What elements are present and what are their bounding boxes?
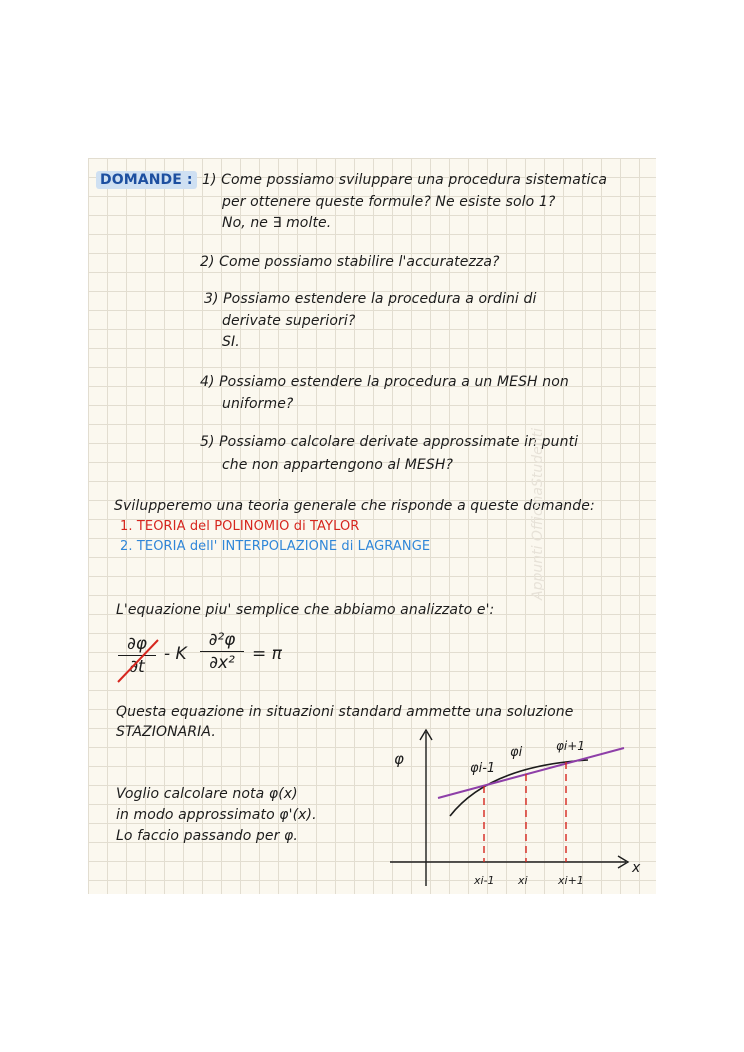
question-1-answer: No, ne ∃ molte. (222, 215, 332, 231)
point-label-phi-i-plus-1: φi+1 (556, 739, 585, 753)
question-3-line-2: derivate superiori? (222, 313, 356, 329)
dphi-numerator: ∂φ (126, 634, 147, 654)
cancel-strike (114, 632, 164, 686)
theory-intro: Svilupperemo una teoria generale che risponde a queste domande: (114, 498, 595, 514)
question-3-answer: SI. (222, 334, 240, 350)
minus-k: - K (164, 644, 187, 664)
question-1-line-2: per ottenere queste formule? Ne esiste solo 1? (222, 194, 556, 210)
theory-item-lagrange: 2. TEORIA dell' INTERPOLAZIONE di LAGRANGE (120, 539, 431, 554)
secant-line (438, 748, 624, 798)
y-axis-label: φ (394, 750, 404, 768)
x-axis-label: x (632, 860, 641, 876)
stationary-line-1: Questa equazione in situazioni standard ammette una soluzione (116, 704, 574, 720)
note-line-2: in modo approssimato φ'(x). (116, 807, 317, 823)
stationary-line-2: STAZIONARIA. (116, 724, 216, 740)
interpolation-graph (380, 726, 650, 896)
dx2-denominator: ∂x² (209, 653, 235, 673)
note-line-3: Lo faccio passando per φ. (116, 828, 298, 844)
d2phi-dx2-fraction (196, 630, 248, 673)
theory-item-taylor: 1. TEORIA del POLINOMIO di TAYLOR (120, 519, 360, 534)
tick-label-x-i: xi (518, 874, 528, 887)
tick-label-x-i-minus-1: xi-1 (474, 874, 495, 887)
note-line-1: Voglio calcolare nota φ(x) (116, 786, 298, 802)
tick-label-x-i-plus-1: xi+1 (558, 874, 584, 887)
question-4-line-1: 4) Possiamo estendere la procedura a un MESH non (200, 374, 569, 390)
dt-denominator: ∂t (129, 657, 145, 677)
point-label-phi-i-minus-1: φi-1 (470, 761, 496, 776)
question-2-line-1: 2) Come possiamo stabilire l'accuratezza? (200, 254, 500, 270)
question-3-line-1: 3) Possiamo estendere la procedura a ordini di (204, 291, 537, 307)
question-5-line-2: che non appartengono al MESH? (222, 457, 453, 473)
questions-title: DOMANDE : (96, 172, 197, 188)
watermark: Appunti OfficinaStudenti (530, 428, 546, 600)
equation-rhs: = π (252, 644, 282, 664)
equation-intro: L'equazione piu' semplice che abbiamo analizzato e': (116, 602, 495, 618)
d2phi-numerator: ∂²φ (208, 630, 236, 650)
point-label-phi-i: φi (510, 745, 523, 760)
question-5-line-1: 5) Possiamo calcolare derivate approssimate in punti (200, 434, 579, 450)
fraction-bar-2 (200, 651, 244, 652)
question-4-line-2: uniforme? (222, 396, 294, 412)
question-1-line-1: 1) Come possiamo sviluppare una procedura sistematica (202, 172, 608, 188)
